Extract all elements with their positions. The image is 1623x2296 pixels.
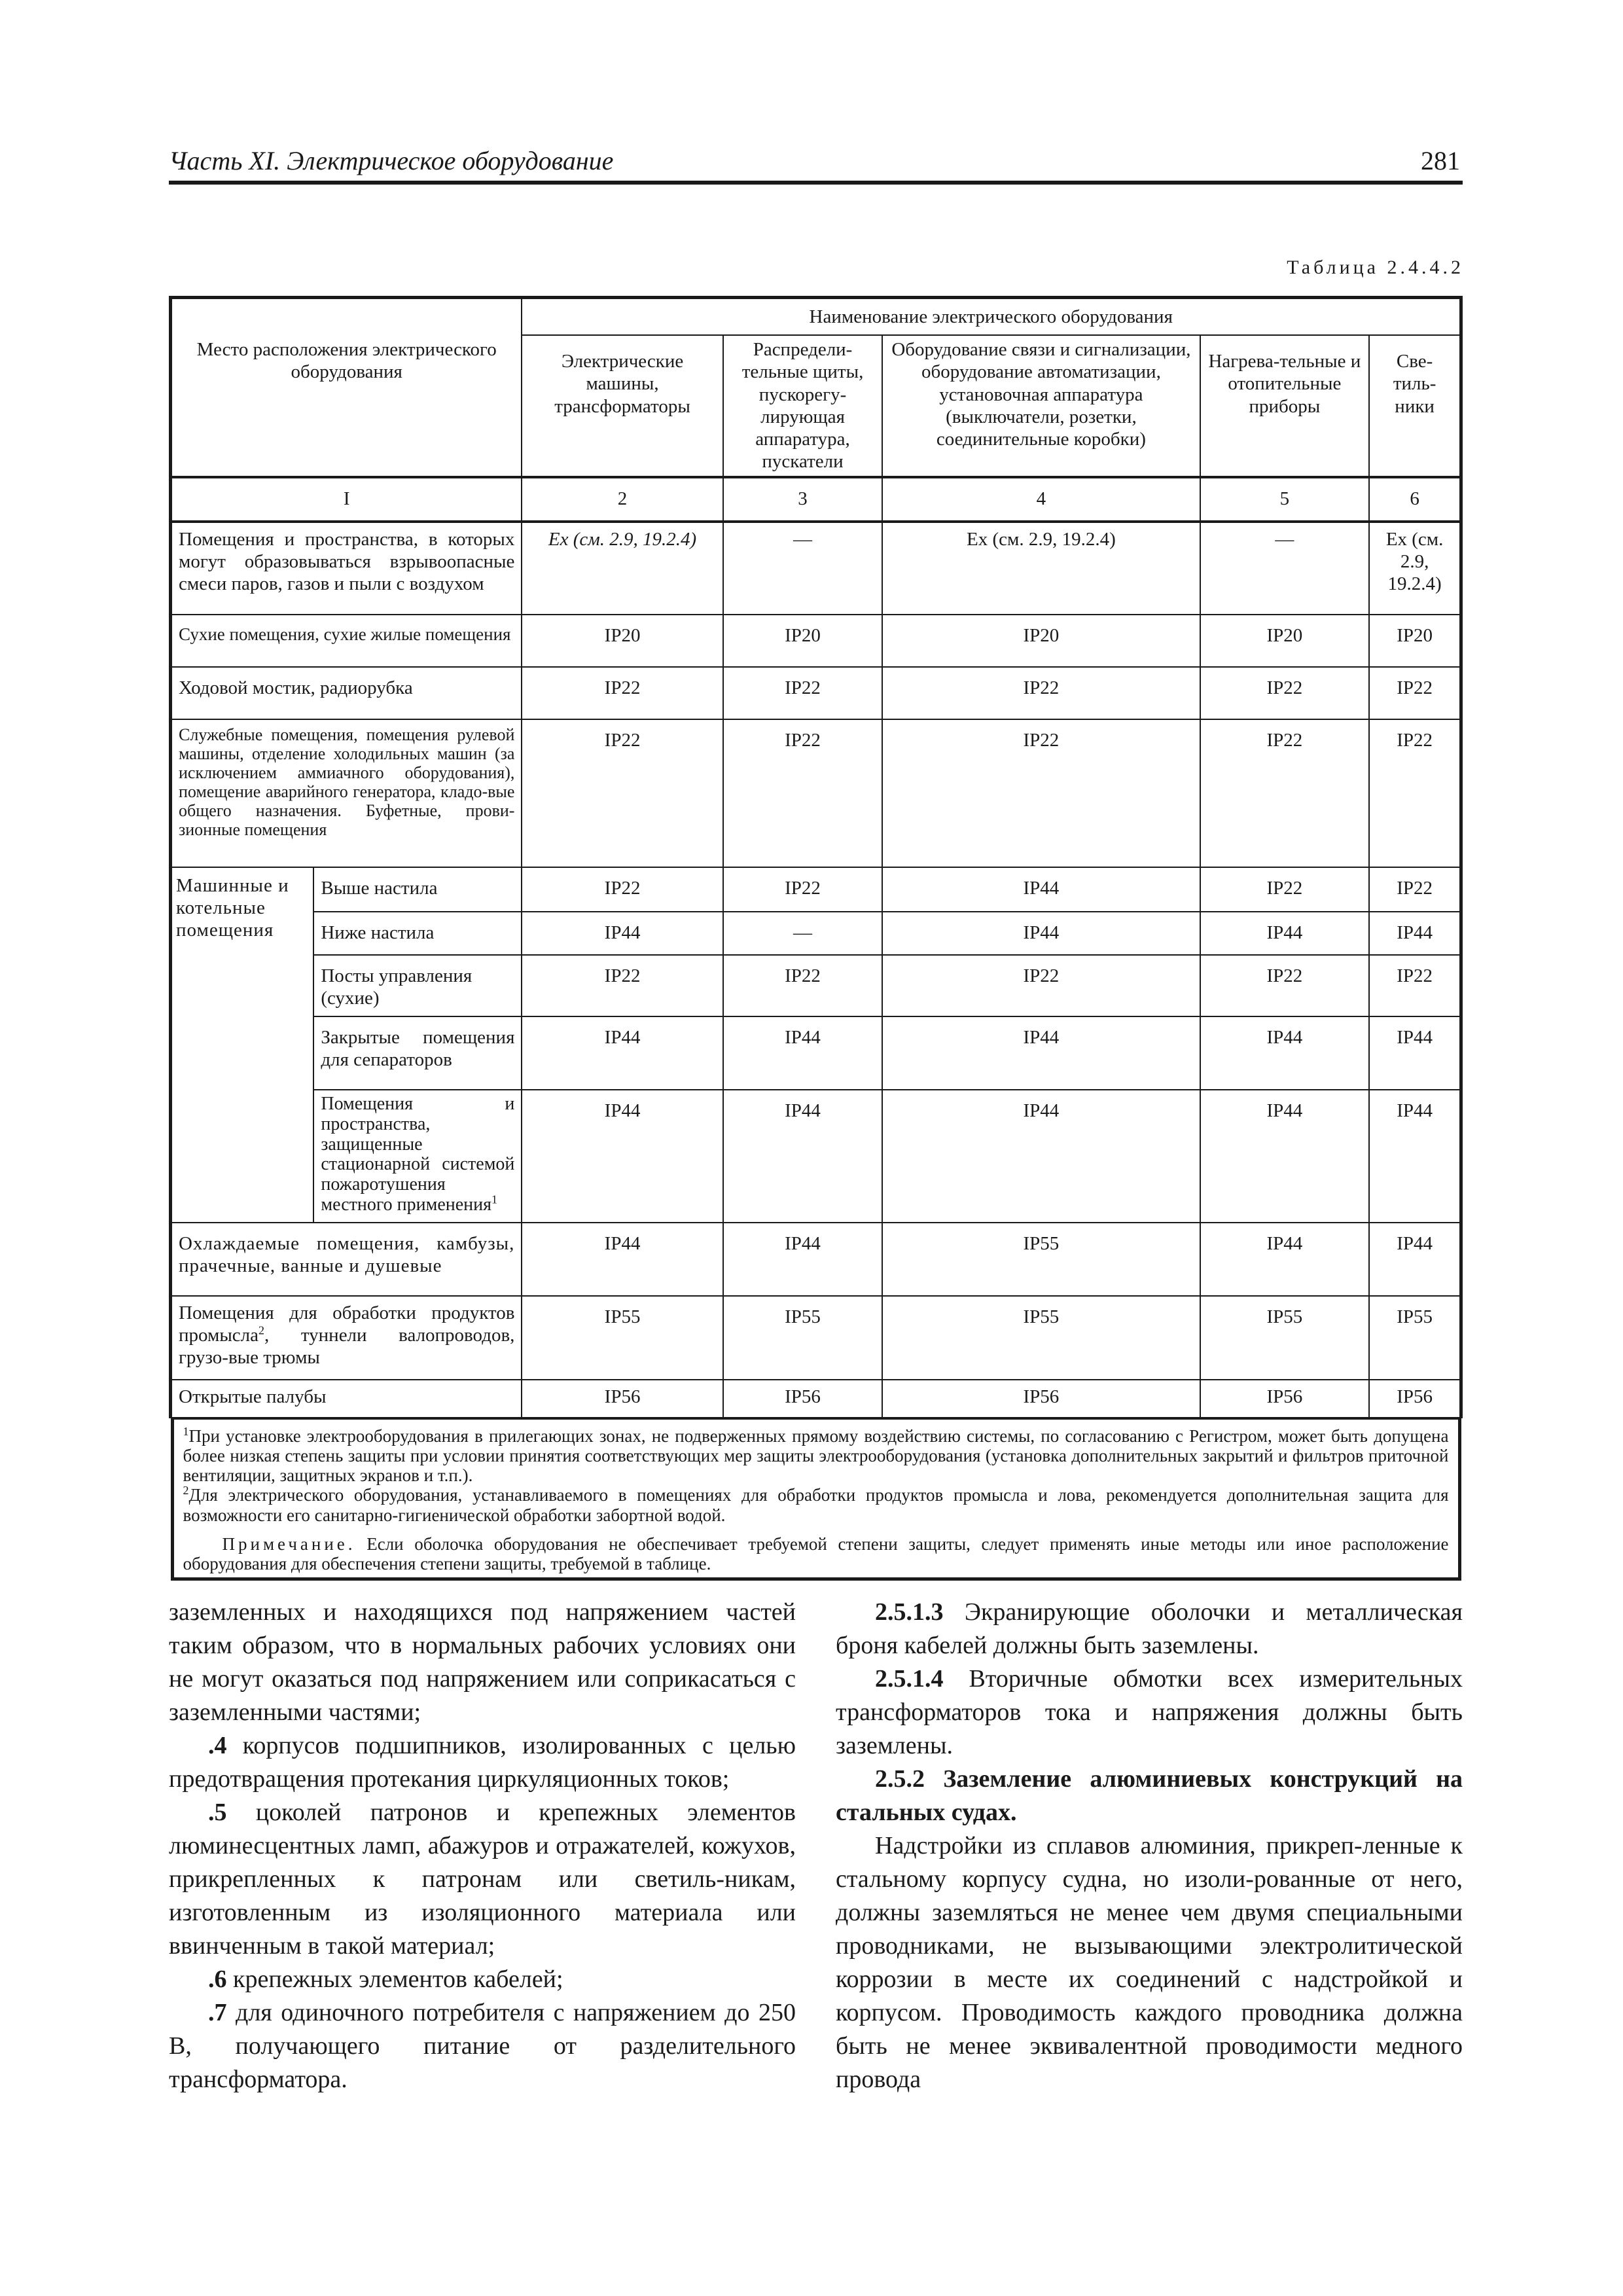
row-location-text: Помещения и пространства, защищенные стационарной системой пожаротушения местного применения	[321, 1093, 515, 1215]
cell-value: IP44	[1200, 912, 1370, 955]
row-location-text: Помещения для обработки продуктов промысла	[179, 1302, 515, 1346]
cell-value: IP56	[723, 1380, 883, 1418]
cell-value: IP44	[1200, 1016, 1370, 1090]
cell-value: —	[1200, 522, 1370, 615]
row-location	[313, 1090, 522, 1223]
cell-value: Ex (см. 2.9, 19.2.4)	[522, 522, 722, 615]
footnote-mark: 2	[183, 1484, 189, 1498]
cell-value: IP22	[522, 719, 722, 867]
cell-value: IP22	[1369, 719, 1461, 867]
cell-value: IP44	[1369, 1016, 1461, 1090]
cell-value: IP56	[1200, 1380, 1370, 1418]
cell-value: IP44	[882, 1016, 1200, 1090]
cell-value: IP55	[1369, 1296, 1461, 1380]
right-column	[836, 1596, 1463, 2096]
cell-value: IP22	[1200, 719, 1370, 867]
table-caption: Таблица 2.4.4.2	[1287, 257, 1464, 278]
cell-value: IP22	[522, 667, 722, 719]
table-row	[171, 1016, 1461, 1090]
cell-value: IP44	[1369, 912, 1461, 955]
table-row	[171, 522, 1461, 615]
cell-value: IP44	[723, 1090, 883, 1223]
footnote-2	[183, 1485, 1449, 1524]
section-heading-text: 2.5.2 Заземление алюминиевых конструкций на стальных судах.	[836, 1765, 1463, 1826]
col-number: 2	[522, 477, 722, 522]
cell-value: IP44	[1369, 1090, 1461, 1223]
col-number: 4	[882, 477, 1200, 522]
row-location	[171, 1296, 522, 1380]
cell-value: IP55	[882, 1223, 1200, 1296]
row-location: Охлаждаемые помещения, камбузы, прачечные, ванные и душевые	[171, 1223, 522, 1296]
cell-value: IP44	[882, 912, 1200, 955]
table-row	[171, 955, 1461, 1016]
cell-value: IP44	[1200, 1090, 1370, 1223]
table-row	[171, 1223, 1461, 1296]
cell-value: IP22	[723, 719, 883, 867]
section-number: 2.5.1.3	[875, 1598, 944, 1626]
footnote-ref: 1	[491, 1193, 498, 1206]
note-label: Примечание.	[222, 1534, 356, 1554]
table-row	[171, 912, 1461, 955]
footnote-mark: 1	[183, 1424, 189, 1438]
paragraph-text: корпусов подшипников, изолированных с целью предотвращения протекания циркуляционных токов;	[169, 1732, 796, 1793]
header-col-2: Электрические машины, трансформаторы	[522, 335, 722, 476]
footnote-text: При установке электрооборудования в прилегающих зонах, не подверженных прямому воздействию системы, по согласованию с Регистром, может быть допущена более низкая степень защиты при условии принятия соответствующих мер защиты электрооборудования (установка дополнительных закрытий и фильтров приточной вентиляции, защитных экранов и т.п.).	[183, 1426, 1449, 1486]
cell-value: IP20	[723, 615, 883, 667]
paragraph-text: для одиночного потребителя с напряжением до 250 В, получающего питание от разделительного трансформатора.	[169, 1999, 796, 2093]
item-number: .7	[208, 1999, 227, 2026]
cell-value: IP22	[723, 955, 883, 1016]
cell-value: —	[723, 912, 883, 955]
cell-value: IP22	[882, 719, 1200, 867]
col-number: 3	[723, 477, 883, 522]
cell-value: IP44	[723, 1016, 883, 1090]
footnote-1	[183, 1426, 1449, 1486]
cell-value: IP22	[723, 867, 883, 912]
row-location: Ходовой мостик, радиорубка	[171, 667, 522, 719]
row-location: Сухие помещения, сухие жилые помещения	[171, 615, 522, 667]
cell-value: IP22	[1200, 955, 1370, 1016]
paragraph: Надстройки из сплавов алюминия, прикреп-ленные к стальному корпусу судна, но изоли-рованные от него, должны заземляться не менее чем двумя специальными проводниками, не вызывающими электролитической коррозии в месте их соединений с надстройкой и корпусом. Проводимость каждого проводника должна быть не менее эквивалентной проводимости медного провода	[836, 1832, 1463, 2093]
cell-value: IP20	[1369, 615, 1461, 667]
cell-value: IP22	[882, 955, 1200, 1016]
cell-value: Ex (см. 2.9, 19.2.4)	[1369, 522, 1461, 615]
cell-value: IP44	[522, 1090, 722, 1223]
paragraph	[169, 1996, 796, 2096]
header-col-6: Све-тиль-ники	[1369, 335, 1461, 476]
cell-value: IP44	[723, 1223, 883, 1296]
running-title: Часть XI. Электрическое оборудование	[169, 146, 614, 175]
cell-value: IP22	[522, 955, 722, 1016]
protection-table	[169, 296, 1463, 1581]
cell-value: IP20	[522, 615, 722, 667]
row-location: Посты управления (сухие)	[313, 955, 522, 1016]
cell-value: IP56	[522, 1380, 722, 1418]
header-location: Место расположения электрического оборудования	[171, 298, 522, 477]
cell-value: IP22	[1369, 867, 1461, 912]
note-text: Если оболочка оборудования не обеспечивает требуемой степени защиты, следует применять иные методы или иное расположение оборудования для обеспечения степени защиты, требуемой в таблице.	[183, 1534, 1449, 1574]
header-col-4: Оборудование связи и сигнализации, оборудование автоматизации, установочная аппаратура (выключатели, розетки, соединительные коробки)	[882, 335, 1200, 476]
cell-value: IP20	[882, 615, 1200, 667]
cell-value: IP22	[723, 667, 883, 719]
cell-value: IP56	[1369, 1380, 1461, 1418]
footnote-text: Для электрического оборудования, устанавливаемого в помещениях для обработки продуктов промысла и лова, рекомендуется дополнительная защита для возможности его санитарно-гигиенической обработки забортной водой.	[183, 1485, 1449, 1525]
cell-value: IP22	[882, 667, 1200, 719]
table-row	[171, 1090, 1461, 1223]
col-number: I	[171, 477, 522, 522]
paragraph: заземленных и находящихся под напряжением частей таким образом, что в нормальных рабочих условиях они не могут оказаться под напряжением или соприкасаться с заземленными частями;	[169, 1598, 796, 1726]
page-number: 281	[1421, 146, 1460, 175]
table-row	[171, 1380, 1461, 1418]
table-row	[171, 867, 1461, 912]
paragraph-text: крепежных элементов кабелей;	[226, 1965, 563, 1993]
header-col-5: Нагрева-тельные и отопительные приборы	[1200, 335, 1370, 476]
table-row	[171, 615, 1461, 667]
row-location: Закрытые помещения для сепараторов	[313, 1016, 522, 1090]
cell-value: IP22	[1369, 955, 1461, 1016]
table-notes-cell	[171, 1418, 1461, 1581]
cell-value: IP55	[522, 1296, 722, 1380]
cell-value: IP44	[1369, 1223, 1461, 1296]
row-location: Ниже настила	[313, 912, 522, 955]
row-location-text: , туннели валопроводов, грузо-вые трюмы	[179, 1324, 515, 1369]
cell-value: IP55	[1200, 1296, 1370, 1380]
paragraph	[836, 1662, 1463, 1763]
row-location: Служебные помещения, помещения рулевой машины, отделение холодильных машин (за исключением аммиачного оборудования), помещение аварийного генератора, кладо-вые общего назначения. Буфетные, прови-зионные помещения	[171, 719, 522, 867]
table-row	[171, 719, 1461, 867]
row-location: Открытые палубы	[171, 1380, 522, 1418]
table-footnotes	[171, 1418, 1461, 1581]
cell-value: IP20	[1200, 615, 1370, 667]
col-number: 6	[1369, 477, 1461, 522]
footnote-ref: 2	[259, 1323, 265, 1337]
cell-value: IP22	[1369, 667, 1461, 719]
table-note	[183, 1534, 1449, 1573]
cell-value: IP44	[882, 867, 1200, 912]
cell-value: IP44	[882, 1090, 1200, 1223]
header-equipment-group: Наименование электрического оборудования	[522, 298, 1461, 336]
cell-value: Ex (см. 2.9, 19.2.4)	[882, 522, 1200, 615]
item-number: .6	[208, 1965, 227, 1993]
paragraph	[169, 1729, 796, 1796]
cell-value: —	[723, 522, 883, 615]
section-number: 2.5.1.4	[875, 1665, 944, 1693]
paragraph-text: цоколей патронов и крепежных элементов люминесцентных ламп, абажуров и отражателей, кожухов, прикрепленных к патронам или светиль-никам, изготовленным из изоляционного материала или ввинченным в такой материал;	[169, 1799, 796, 1960]
machinery-group-label: Машинные и котельные помещения	[171, 867, 314, 1223]
paragraph-text: Экранирующие оболочки и металлическая броня кабелей должны быть заземлены.	[836, 1598, 1463, 1659]
left-column	[169, 1596, 796, 2096]
cell-value: IP22	[522, 867, 722, 912]
cell-value: IP44	[522, 1016, 722, 1090]
header-col-3: Распредели-тельные щиты, пускорегу-лирующая аппаратура, пускатели	[723, 335, 883, 476]
table-row	[171, 1296, 1461, 1380]
cell-value: IP55	[882, 1296, 1200, 1380]
cell-value: IP22	[1200, 867, 1370, 912]
paragraph	[169, 1796, 796, 1963]
table-row	[171, 667, 1461, 719]
row-location: Помещения и пространства, в которых могут образовываться взрывоопасные смеси паров, газов и пыли с воздухом	[171, 522, 522, 615]
item-number: .5	[208, 1799, 227, 1826]
col-number: 5	[1200, 477, 1370, 522]
section-heading	[836, 1763, 1463, 1829]
page-header	[169, 143, 1463, 185]
paragraph	[836, 1596, 1463, 1662]
cell-value: IP22	[1200, 667, 1370, 719]
row-location: Выше настила	[313, 867, 522, 912]
paragraph	[169, 1963, 796, 1996]
cell-value: IP44	[522, 1223, 722, 1296]
body-text	[169, 1596, 1463, 2132]
cell-value: IP55	[723, 1296, 883, 1380]
cell-value: IP44	[1200, 1223, 1370, 1296]
item-number: .4	[208, 1732, 227, 1759]
paragraph-text: Вторичные обмотки всех измерительных трансформаторов тока и напряжения должны быть заземлены.	[836, 1665, 1463, 1759]
cell-value: IP56	[882, 1380, 1200, 1418]
cell-value: IP44	[522, 912, 722, 955]
